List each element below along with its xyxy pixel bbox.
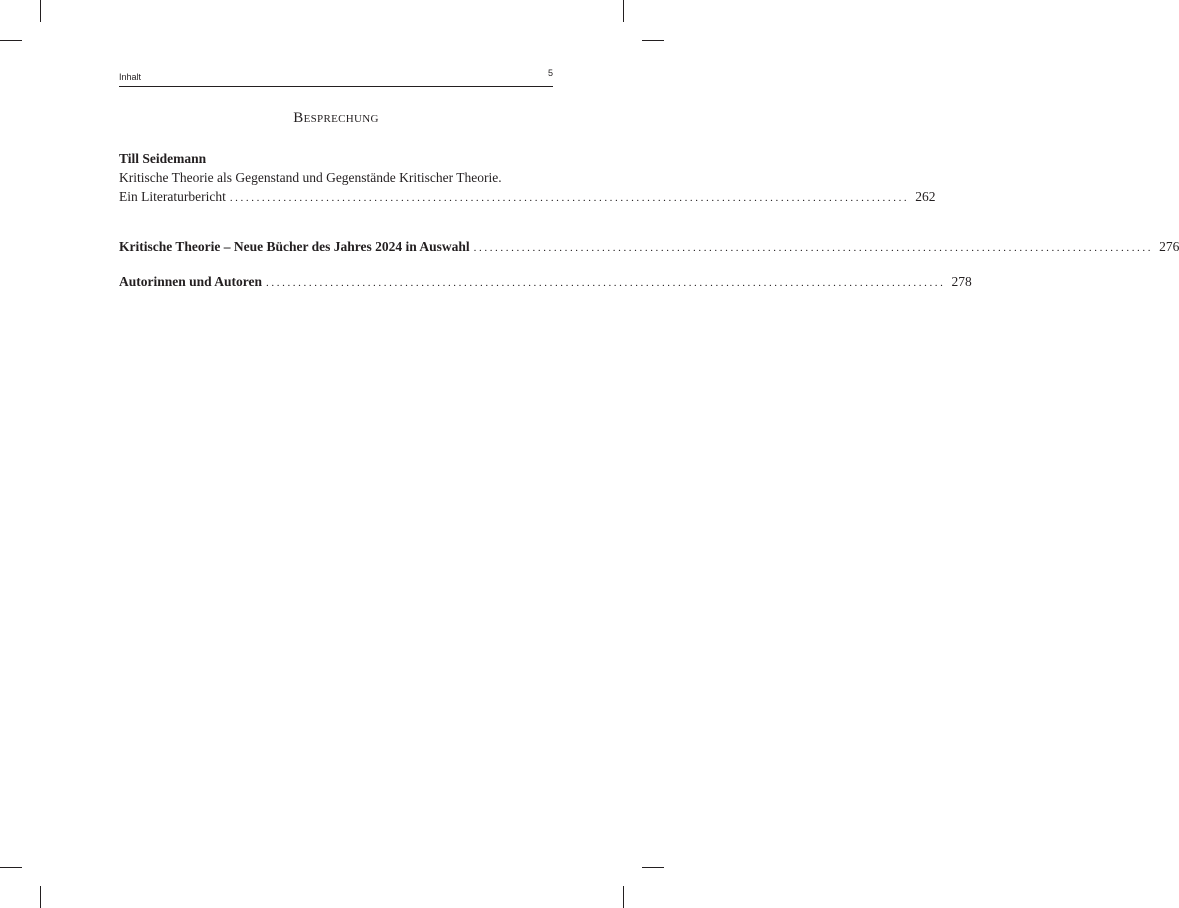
toc-entry-seidemann — [119, 149, 936, 208]
crop-mark-bottom-right-horizontal — [642, 867, 664, 868]
crop-mark-bottom-right — [623, 886, 624, 908]
entry-title: Kritische Theorie – Neue Bücher des Jahres 2024 in Auswahl — [119, 239, 470, 254]
section-heading: Besprechung — [293, 110, 379, 126]
toc-line — [119, 272, 972, 293]
entry-title-line: Kritische Theorie als Gegenstand und Gegenstände Kritischer Theorie. — [119, 170, 502, 185]
entry-title: Autorinnen und Autoren — [119, 274, 263, 289]
crop-mark-top-right — [623, 0, 624, 22]
entry-page-number: 262 — [915, 189, 936, 204]
page-number: 5 — [547, 68, 553, 78]
toc-entry-new-books — [119, 237, 1179, 258]
entry-author: Till Seidemann — [119, 151, 207, 166]
toc-line — [119, 237, 1179, 258]
dot-leader: ............................................................................................................................... — [473, 242, 1154, 254]
crop-mark-bottom-left-horizontal — [0, 867, 22, 868]
header-rule — [119, 86, 553, 87]
entry-page-number: 278 — [951, 274, 972, 289]
crop-mark-bottom-left — [40, 886, 41, 908]
toc-line — [119, 187, 936, 208]
crop-mark-top-left-horizontal — [0, 40, 22, 41]
toc-entry-authors — [119, 272, 972, 293]
entry-title-line: Ein Literaturbericht — [119, 189, 226, 204]
crop-mark-top-right-horizontal — [642, 40, 664, 41]
dot-leader: ............................................................................................................................... — [229, 192, 910, 204]
crop-mark-top-left — [40, 0, 41, 22]
dot-leader: ............................................................................................................................... — [266, 277, 946, 289]
running-title: Inhalt — [119, 72, 142, 82]
entry-page-number: 276 — [1159, 239, 1179, 254]
